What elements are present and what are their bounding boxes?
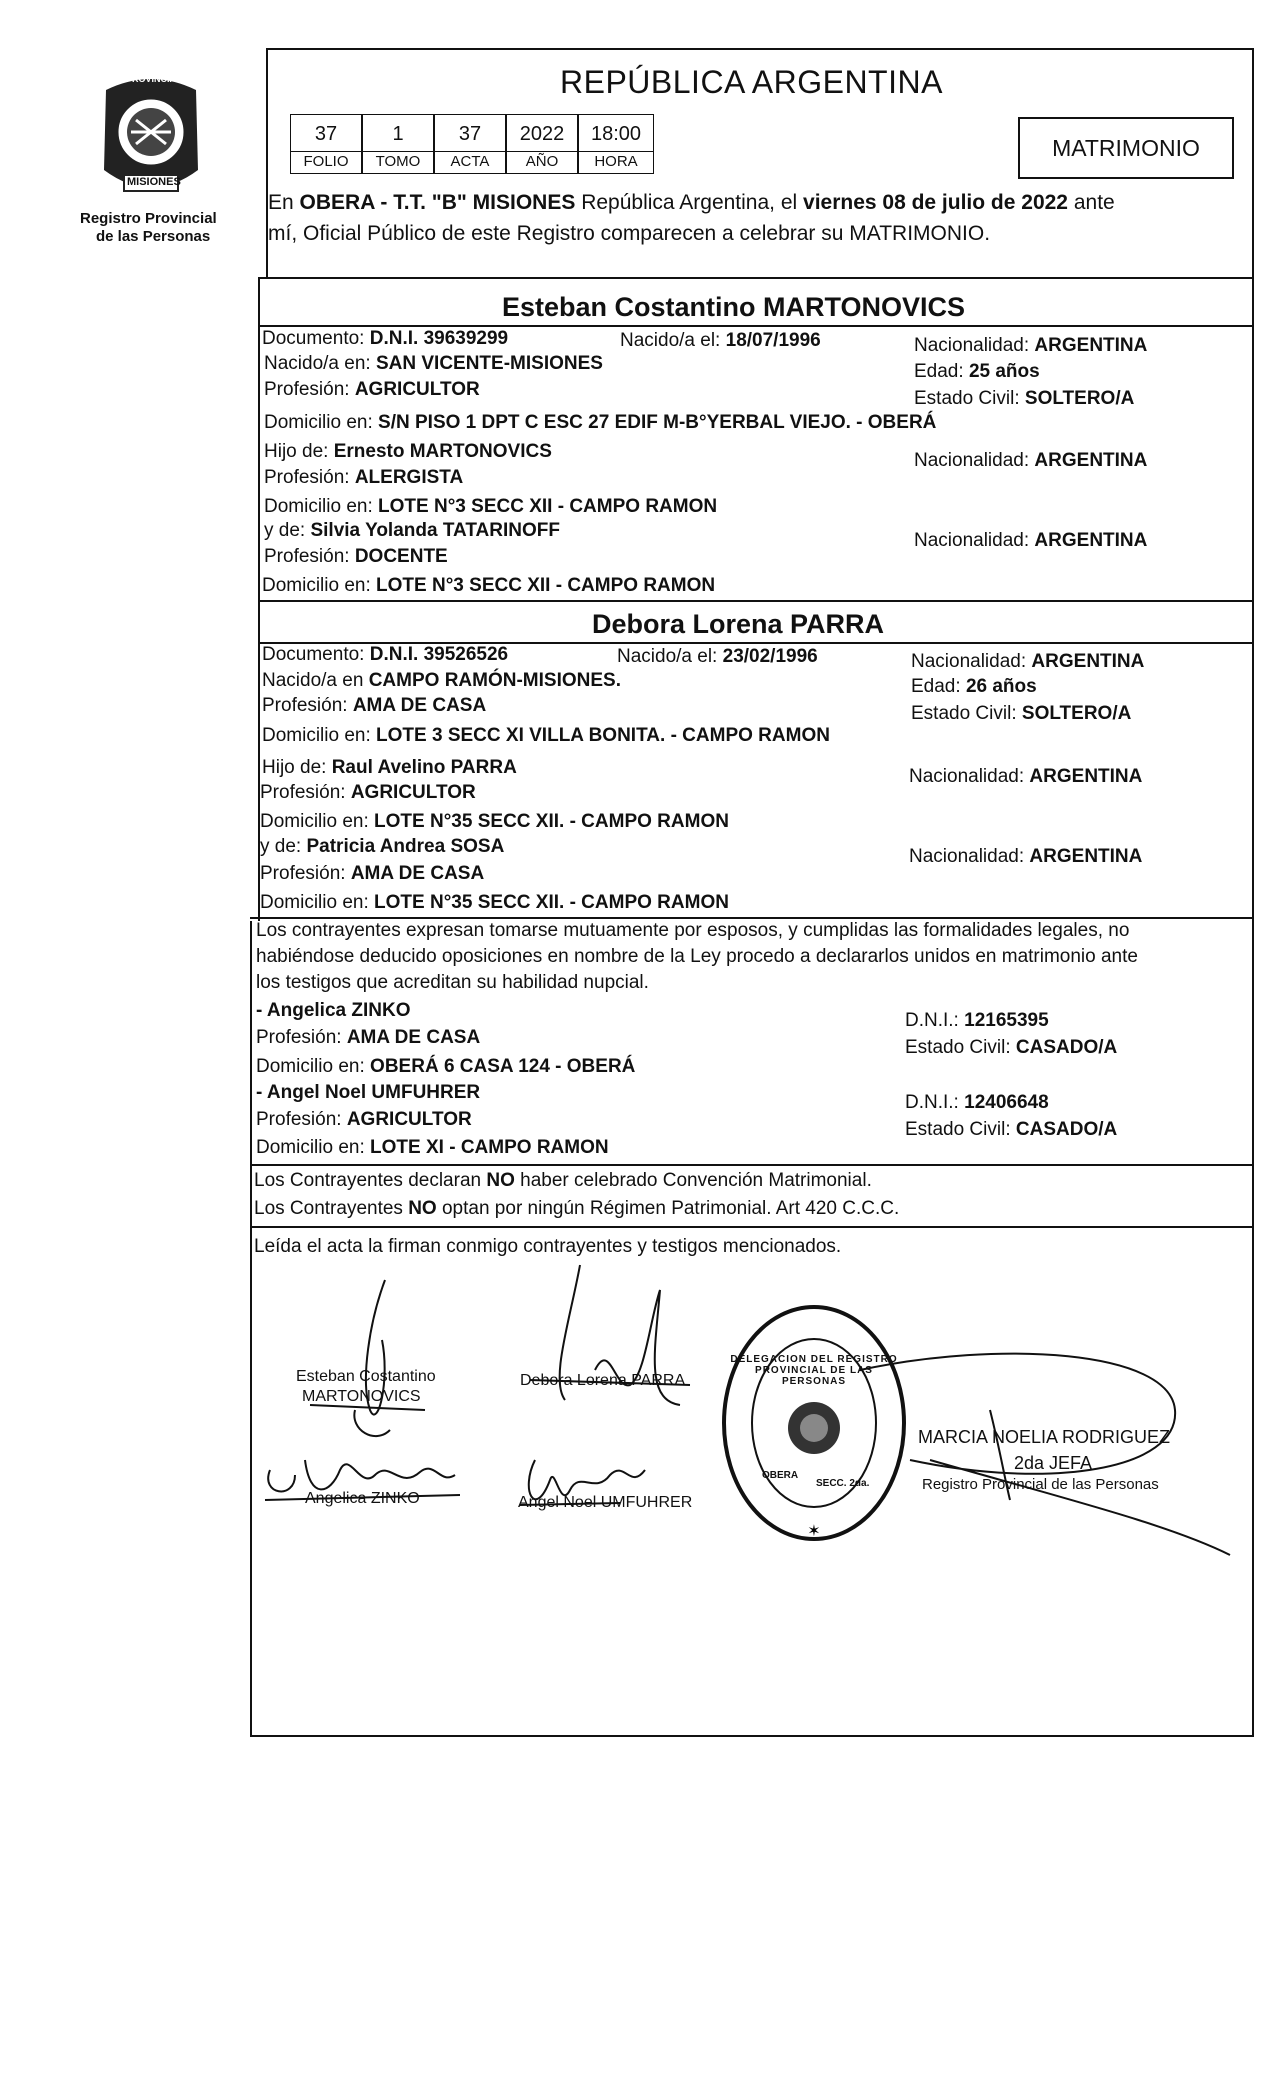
spouse2-born-value: 23/02/1996 [722,646,818,667]
document-title: REPÚBLICA ARGENTINA [560,64,943,100]
spouse1-age [914,361,1040,383]
folio-value: 37 [290,114,362,152]
spouse1-born-value: 18/07/1996 [725,330,821,351]
spouse1-mother-addr-value: LOTE N°3 SECC XII - CAMPO RAMON [376,575,716,596]
intro-place: OBERA - T.T. "B" MISIONES [299,191,576,214]
spouse2-mother-nat-label: Nacionalidad: [909,846,1025,867]
intro-p2: República Argentina, el [575,191,804,214]
spouse2-father-nat-value: ARGENTINA [1029,766,1143,787]
spouse2-nat-value: ARGENTINA [1031,651,1145,672]
folio-label: FOLIO [290,152,362,174]
spouse1-prof-value: AGRICULTOR [354,379,480,400]
witness2-prof [256,1109,472,1131]
spouse2-mother-addr-label: Domicilio en: [260,892,369,913]
regime-l2c: optan por ningún Régimen Patrimonial. Art 420 C.C.C. [436,1198,900,1219]
spouse2-place-value: CAMPO RAMÓN-MISIONES. [368,670,621,691]
witness1-addr-value: OBERÁ 6 CASA 124 - OBERÁ [370,1056,636,1077]
spouse2-born [617,646,818,668]
spouse2-civil [911,703,1131,725]
spouse1-nat-label: Nacionalidad: [914,335,1030,356]
spouse1-mother-prof-value: DOCENTE [354,546,448,567]
witness1-civil-label: Estado Civil: [905,1037,1011,1058]
spouse1-mother-nat [914,530,1147,552]
spouse2-mother-value: Patricia Andrea SOSA [306,836,505,857]
witness1-civil [905,1037,1117,1059]
witness1-prof-label: Profesión: [256,1027,342,1048]
spouse2-father-prof-label: Profesión: [260,782,346,803]
witness2-addr-value: LOTE XI - CAMPO RAMON [370,1137,609,1158]
spouse1-born-label: Nacido/a el: [620,330,721,351]
spouse2-father-prof [260,782,476,804]
intro-line-2: mí, Oficial Público de este Registro comparecen a celebrar su MATRIMONIO. [268,222,991,245]
spouse2-mother-addr-value: LOTE N°35 SECC XII. - CAMPO RAMON [374,892,729,913]
stamp-inner-left: OBERA [762,1470,799,1481]
witness2-civil [905,1119,1117,1141]
spouse2-nat-label: Nacionalidad: [911,651,1027,672]
spouse1-age-label: Edad: [914,361,964,382]
registry-logo [86,70,216,200]
divider-header [258,277,1254,279]
regime-l1c: haber celebrado Convención Matrimonial. [514,1170,872,1191]
spouse1-father-addr-value: LOTE N°3 SECC XII - CAMPO RAMON [378,496,718,517]
witness1-dni [905,1010,1049,1032]
spouse1-place-value: SAN VICENTE-MISIONES [375,353,603,374]
declaration-line-2: habiéndose deducido oposiciones en nombre de la Ley procedo a declararlos unidos en matrimonio ante [256,946,1138,967]
divider-closing [250,1226,1254,1228]
witness2-civil-label: Estado Civil: [905,1119,1011,1140]
intro-line-1 [268,191,1115,215]
spouse2-father-addr-value: LOTE N°35 SECC XII. - CAMPO RAMON [374,811,729,832]
witness2-name: - Angel Noel UMFUHRER [256,1082,481,1103]
spouse1-nat [914,335,1147,357]
spouse1-mother-prof-label: Profesión: [264,546,350,567]
sig-label-angelica: Angelica ZINKO [305,1490,420,1507]
spouse1-father-value: Ernesto MARTONOVICS [333,441,552,462]
intro-date: viernes 08 de julio de 2022 [803,191,1068,214]
spouse2-mother-prof-value: AMA DE CASA [350,863,485,884]
spouse2-mother-prof-label: Profesión: [260,863,346,884]
spouse2-doc-value: D.N.I. 39526526 [369,644,509,665]
anio-label: AÑO [506,152,578,174]
anio-value: 2022 [506,114,578,152]
witness1-addr [256,1056,635,1078]
spouse1-father-nat [914,450,1147,472]
spouse2-nat [911,651,1144,673]
spouse1-mother-prof [264,546,448,568]
declaration-line-1: Los contrayentes expresan tomarse mutuamente por esposos, y cumplidas las formalidades legales, no [256,920,1130,941]
frame-bottom [250,1735,1254,1737]
spouse1-father [264,441,552,463]
stamp-inner-right: SECC. 2da. [816,1478,870,1489]
regime-l2b: NO [408,1198,437,1219]
spouse2-age [911,676,1037,698]
spouse2-prof [262,695,486,717]
witness1-prof [256,1027,480,1049]
spouse1-prof [264,379,480,401]
spouse2-place-label: Nacido/a en [262,670,364,691]
spouse2-born-label: Nacido/a el: [617,646,718,667]
sig-label-esteban-1: Esteban Costantino [296,1368,436,1385]
spouse1-nat-value: ARGENTINA [1034,335,1148,356]
sig-label-esteban-2: MARTONOVICS [302,1388,421,1405]
spouse1-father-addr-label: Domicilio en: [264,496,373,517]
regime-l1b: NO [486,1170,515,1191]
svg-text:✶: ✶ [807,1521,821,1540]
witness2-addr-label: Domicilio en: [256,1137,365,1158]
spouse1-doc-value: D.N.I. 39639299 [369,328,509,349]
spouse2-doc-label: Documento: [262,644,365,665]
witness1-civil-value: CASADO/A [1015,1037,1118,1058]
witness2-dni-label: D.N.I.: [905,1092,959,1113]
spouse1-addr-label: Domicilio en: [264,412,373,433]
spouse2-addr [262,725,830,747]
spouse1-addr [264,412,936,434]
spouse2-civil-value: SOLTERO/A [1021,703,1132,724]
spouse2-mother [260,836,504,858]
spouse1-mother-addr-label: Domicilio en: [262,575,371,596]
spouse1-addr-value: S/N PISO 1 DPT C ESC 27 EDIF M-B°YERBAL VIEJO. - OBERÁ [378,412,937,433]
spouse2-father-label: Hijo de: [262,757,327,778]
spouse2-father-prof-value: AGRICULTOR [350,782,476,803]
spouse2-prof-value: AMA DE CASA [352,695,487,716]
spouse2-addr-label: Domicilio en: [262,725,371,746]
witness2-dni-value: 12406648 [964,1092,1049,1113]
spouse1-age-value: 25 años [968,361,1040,382]
spouse2-father-value: Raul Avelino PARRA [331,757,517,778]
spouse1-civil [914,388,1134,410]
acta-label: ACTA [434,152,506,174]
sig-label-angel: Angel Noel UMFUHRER [518,1494,693,1511]
spouse1-place-label: Nacido/a en: [264,353,371,374]
logo-caption-2: de las Personas [96,228,211,245]
regime-l2a: Los Contrayentes [254,1198,409,1219]
spouse1-doc [262,328,508,350]
spouse1-doc-label: Documento: [262,328,365,349]
spouse2-addr-value: LOTE 3 SECC XI VILLA BONITA. - CAMPO RAMON [376,725,830,746]
witness1-dni-label: D.N.I.: [905,1010,959,1031]
closing-text: Leída el acta la firman conmigo contrayentes y testigos mencionados. [254,1236,842,1257]
spouse1-mother [264,520,560,542]
spouse2-father-nat-label: Nacionalidad: [909,766,1025,787]
divider-declaration [250,917,1254,919]
spouse2-name: Debora Lorena PARRA [592,609,885,639]
spouse1-born [620,330,821,352]
regime-line-1 [254,1170,872,1192]
witness2-civil-value: CASADO/A [1015,1119,1118,1140]
signature-esteban [310,1280,425,1436]
spouse1-mother-value: Silvia Yolanda TATARINOFF [310,520,560,541]
intro-p3: ante [1068,191,1115,214]
logo-seal-top: PROVINCIA DE [126,74,191,84]
official-title: 2da JEFA [1014,1453,1093,1473]
frame-top [266,48,1254,50]
witness1-prof-value: AMA DE CASA [346,1027,481,1048]
spouse1-father-nat-label: Nacionalidad: [914,450,1030,471]
spouse1-father-prof [264,467,463,489]
spouse2-mother-label: y de: [260,836,302,857]
spouse1-mother-nat-value: ARGENTINA [1034,530,1148,551]
stamp-ring-text: DELEGACION DEL REGISTRO PROVINCIAL DE LAS PERSONAS [730,1354,898,1387]
tomo-label: TOMO [362,152,434,174]
witness2-addr [256,1137,609,1159]
official-org: Registro Provincial de las Personas [922,1476,1159,1493]
spouse2-father-nat [909,766,1142,788]
regime-l1a: Los Contrayentes declaran [254,1170,487,1191]
spouse2-mother-nat-value: ARGENTINA [1029,846,1143,867]
witness2-dni [905,1092,1049,1114]
divider-spouse1 [258,325,1254,327]
spouse2-father-addr [260,811,729,833]
witness2-prof-label: Profesión: [256,1109,342,1130]
spouse2-prof-label: Profesión: [262,695,348,716]
hora-value: 18:00 [578,114,654,152]
spouse2-father [262,757,517,779]
declaration-line-3: los testigos que acreditan su habilidad nupcial. [256,972,649,993]
official-name: MARCIA NOELIA RODRIGUEZ [918,1427,1171,1447]
spouse2-age-value: 26 años [965,676,1037,697]
spouse2-father-addr-label: Domicilio en: [260,811,369,832]
spouse2-civil-label: Estado Civil: [911,703,1017,724]
spouse2-mother-addr [260,892,729,914]
intro-p1: En [268,191,300,214]
witness1-dni-value: 12165395 [964,1010,1049,1031]
tomo-value: 1 [362,114,434,152]
spouse1-name: Esteban Costantino MARTONOVICS [502,292,966,322]
act-type-box: MATRIMONIO [1018,117,1234,179]
logo-seal-bottom: MISIONES [127,176,181,188]
spouse1-civil-label: Estado Civil: [914,388,1020,409]
spouse1-father-addr [264,496,717,518]
spouse1-father-label: Hijo de: [264,441,329,462]
witness1-addr-label: Domicilio en: [256,1056,365,1077]
frame-right [1252,48,1254,1736]
sig-label-debora: Debora Lorena PARRA [520,1372,686,1389]
spouse1-mother-nat-label: Nacionalidad: [914,530,1030,551]
acta-value: 37 [434,114,506,152]
spouse2-doc [262,644,508,666]
hora-label: HORA [578,152,654,174]
witness2-prof-value: AGRICULTOR [346,1109,472,1130]
spouse1-mother-addr [262,575,715,597]
spouse2-place [262,670,621,692]
spouse1-father-prof-value: ALERGISTA [354,467,464,488]
divider-spouse2-top [258,600,1254,602]
spouse2-age-label: Edad: [911,676,961,697]
spouse2-mother-nat [909,846,1142,868]
witness1-name: - Angelica ZINKO [256,1000,411,1021]
spouse1-prof-label: Profesión: [264,379,350,400]
regime-line-2 [254,1198,899,1220]
divider-regime [250,1164,1254,1166]
spouse1-mother-label: y de: [264,520,306,541]
spouse1-father-nat-value: ARGENTINA [1034,450,1148,471]
spouse1-civil-value: SOLTERO/A [1024,388,1135,409]
logo-caption-1: Registro Provincial [80,210,217,227]
spouse2-mother-prof [260,863,484,885]
spouse1-father-prof-label: Profesión: [264,467,350,488]
spouse1-place [264,353,603,375]
